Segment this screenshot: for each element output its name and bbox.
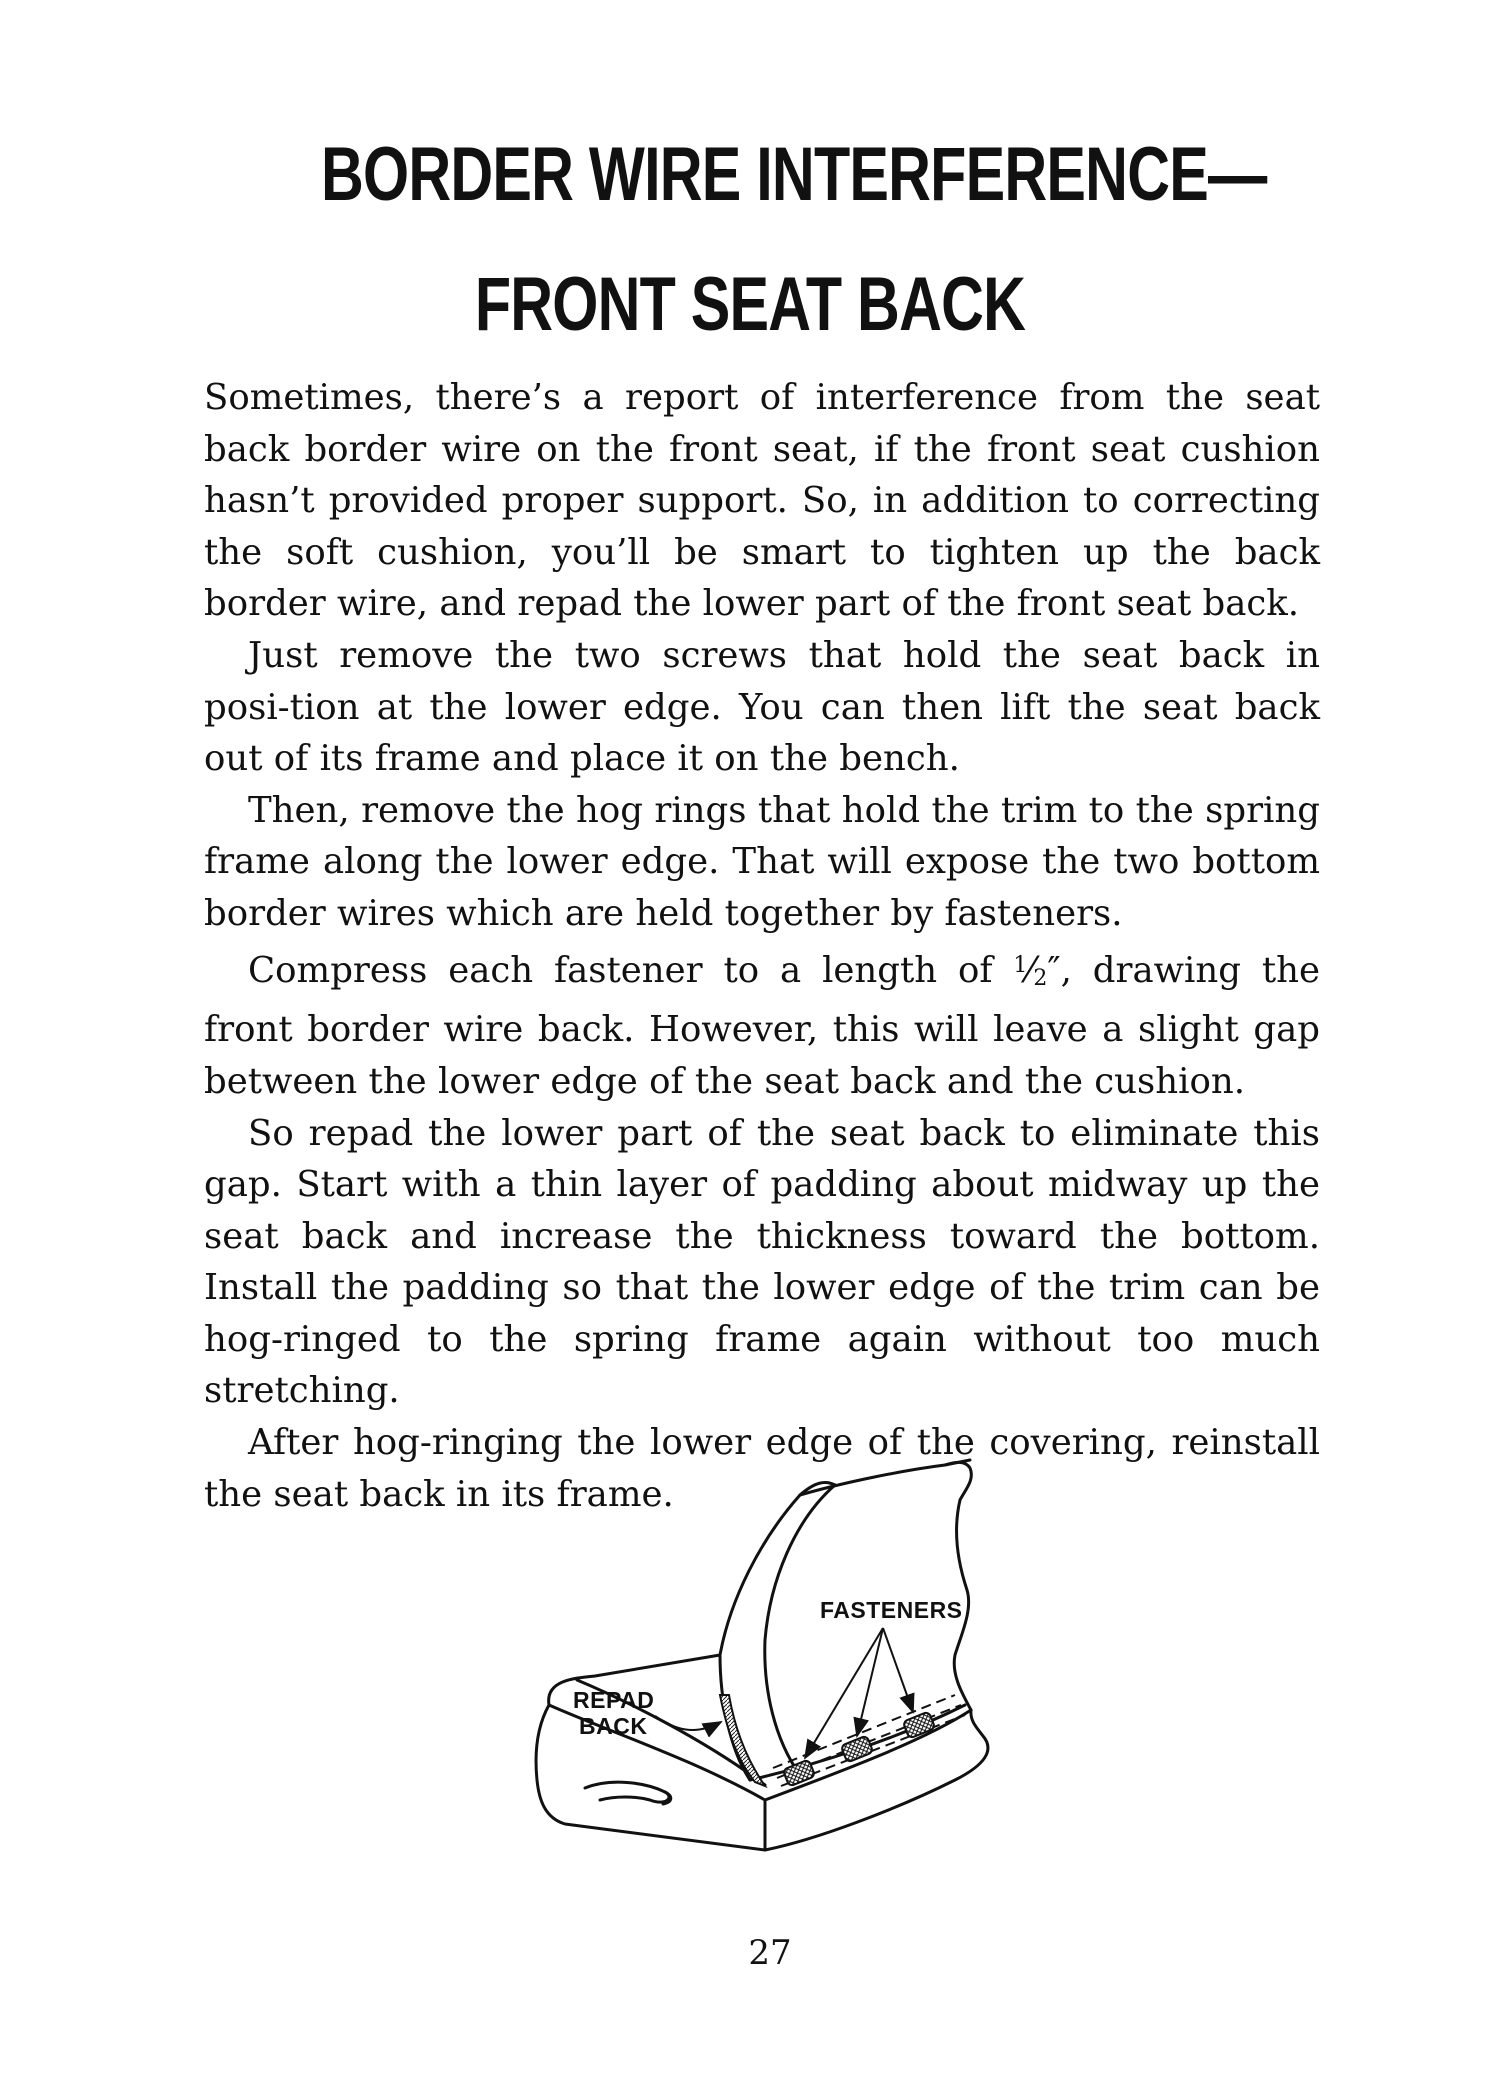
heading-line-1: BORDER WIRE INTERFERENCE— [321, 132, 1267, 217]
paragraph-2: Just remove the two screws that hold the seat back in posi-tion at the lower edge. You can then lift the seat back out of its frame and place it on the bench. [204, 634, 1320, 780]
paragraph-3: Then, remove the hog rings that hold the trim to the spring frame along the lower edge. That will expose the two bottom border wires which are held together by fasteners. [204, 789, 1320, 934]
paragraph-1: Sometimes, there’s a report of interference from the seat back border wire on the front seat, if the front seat cushion hasn’t provided proper support. So, in addition to correcting the soft cushion, you’ll be smart to tighten up the back border wire, and repad the lower part of the front seat back. [204, 377, 1320, 625]
body-text [204, 372, 1320, 1520]
page-number: 27 [748, 1933, 792, 1973]
seat-cushion [536, 1655, 988, 1850]
paragraph-4-start: Compress each fastener to a length of [248, 949, 1014, 991]
heading-line-2: FRONT SEAT BACK [474, 262, 1026, 347]
fraction-denominator: 2 [1033, 965, 1048, 991]
fasteners [783, 1711, 936, 1786]
repad-area [720, 1695, 765, 1786]
fraction-slash: ⁄ [1027, 949, 1034, 991]
paragraph-4-end: , drawing the front border wire back. However, this will leave a slight gap between the lower edge of the seat back and the cushion. [204, 949, 1320, 1102]
inch-mark: ″ [1047, 949, 1061, 991]
repad-label-line-1: REPAD [573, 1687, 655, 1713]
seat-illustration [515, 1440, 1035, 1900]
repad-label-line-2: BACK [579, 1713, 648, 1739]
fastener-3 [903, 1711, 936, 1738]
fraction-numerator: 1 [1013, 952, 1028, 978]
paragraph-4 [204, 940, 1320, 1108]
fasteners-label: FASTENERS [820, 1597, 963, 1623]
repad-leader [655, 1716, 721, 1730]
paragraph-5: So repad the lower part of the seat back to eliminate this gap. Start with a thin layer of padding about midway up the seat back and increase the thickness toward the bottom. Install the padding so that the lower edge of the trim can be hog-ringed to the spring frame again without too much stretching. [204, 1112, 1320, 1412]
paragraph-6: After hog-ringing the lower edge of the covering, reinstall the seat back in its frame. [204, 1422, 1320, 1515]
